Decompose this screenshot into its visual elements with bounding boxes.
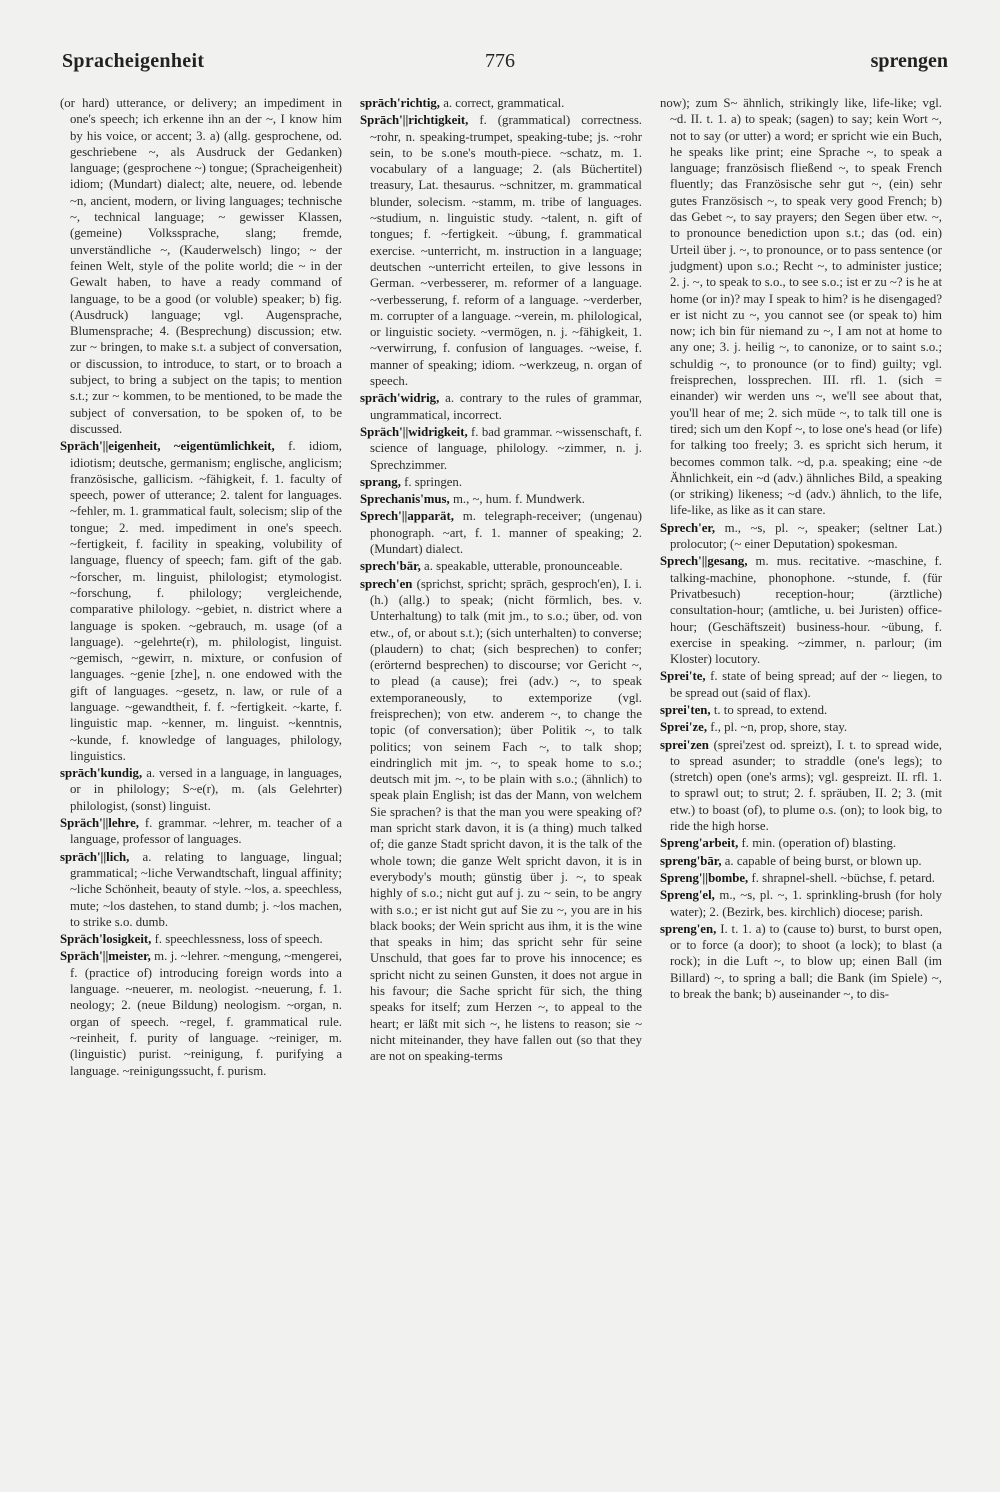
dictionary-entry [60, 95, 342, 437]
entry-text: m. j. ~lehrer. ~mengung, ~mengerei, f. (practice of) introducing foreign words into a language. ~neuerer, m. neologist. ~neuerung, f. 1. neology; 2. (neue Bildung) neologism. ~organ, n. organ of speech. ~regel, f. grammatical rule. ~reinheit, f. purity of language. ~reiniger, m. (linguistic) purist. ~reinigung, f. purifying a language. ~reinigungssucht, f. purism. [70, 949, 342, 1078]
dictionary-entry [360, 558, 642, 574]
entry-text: m. telegraph-receiver; (ungenau) phonograph. ~art, f. 1. manner of speaking; 2. (Mundart) dialect. [370, 509, 642, 557]
entry-text: a. relating to language, lingual; grammatical; ~liche Verwandtschaft, lingual affinity; ~liche Schönheit, beauty of style. ~los, a. speechless, mute; ~los dastehen, to stand dumb; j. ~los machen, to strike s.o. dumb. [70, 849, 342, 929]
entry-text: (sprichst, spricht; sprāch, gesproch'en), I. i. (h.) (allg.) to speak; (nicht förmlich, bes. v. Unterhaltung) to talk (mit jm., to s.o.; über, od. von etw., of, or about s.t.); (sich unterhalten) to converse; (plaudern) to chat; (sich besprechen) to confer; (erörternd besprechen) to discourse; vor Gericht ~, to plead (a cause); frei (adv.) ~, to speak extemporaneously, to extemporize (vgl. freisprechen); von etw. anderem ~, to change the topic (of conversation); über Politik ~, to talk politics; von seinem Fach ~, to talk shop; eindringlich mit jm. ~, to speak home to s.o.; deutsch mit jm. ~, to be plain with s.o.; (ähnlich) to speak plain English; ist das der Mann, von welchem Sie sprachen? is that the man you were speaking of? man spricht stark davon, it is (a thing) much talked of; die ganze Stadt spricht davon, it is the talk of the whole town; die ganze Welt spricht davon, it is in everybody's mouth; günstig über j. ~, to speak highly of s.o.; nicht gut auf j. zu ~ sein, to be angry with s.o.; er ist nicht gut auf Sie zu ~, you are in his black books; der Wein spricht aus ihm, it is the wine that speaks in him; das spricht sehr für seine Unschuld, that goes far to prove his innocence; es spricht nicht zu seinen Gunsten, it does not argue in his favour; die Sache spricht für sich, the thing speaks for itself; zum Herzen ~, to appeal to the heart; er läßt mit sich ~, he listens to reason; sie ~ nicht miteinander, they have fallen out (so that they are not on speaking-terms [370, 576, 642, 1064]
dictionary-entry [660, 520, 942, 553]
entry-headword: sprāch'kundig, [60, 766, 143, 781]
entry-headword: Sprechanis'mus, [360, 492, 450, 507]
dictionary-entry [60, 815, 342, 848]
entry-headword: Spreng'arbeit, [660, 836, 739, 851]
entry-headword: Sprei'ze, [660, 720, 708, 735]
dictionary-entry [660, 737, 942, 835]
dictionary-entry [660, 668, 942, 701]
entry-headword: Spräch'||widrigkeit, [360, 424, 468, 439]
entry-text: f. (grammatical) correctness. ~rohr, n. speaking-trumpet, speaking-tube; js. ~rohr sein, to be s.one's mouth-piece. ~schatz, m. 1. vocabulary of a language; 2. (als Büchertitel) treasury, Lat. thesaurus. ~schnitzer, m. grammatical blunder, solecism. ~stamm, m. tribe of languages. ~studium, n. linguistic study. ~talent, n. gift of tongues; f. ~fertigkeit. ~übung, f. grammatical exercise. ~unterricht, m. instruction in a language; deutschen ~unterricht erteilen, to give lessons in German. ~verbesserer, m. reformer of a language. ~verbesserung, f. reform of a language. ~verderber, m. corrupter of a language. ~verein, m. philological, or linguistic society. ~vermögen, n. j. ~fähigkeit, 1. ~verwirrung, f. confusion of languages. ~weise, f. manner of speaking; idiom. ~werkzeug, n. organ of speech. [370, 113, 642, 389]
dictionary-entry [660, 870, 942, 886]
entry-text: f. grammar. ~lehrer, m. teacher of a language, professor of languages. [70, 816, 342, 847]
entry-headword: Sprech'||gesang, [660, 554, 748, 569]
entry-text: a. versed in a language, in languages, or in philology; S~e(r), m. (als Gelehrter) philologist, (sonst) linguist. [70, 766, 342, 813]
entry-text: f., pl. ~n, prop, shore, stay. [710, 720, 848, 735]
dictionary-entry [360, 390, 642, 423]
dictionary-entry [360, 474, 642, 490]
dictionary-entry [660, 853, 942, 869]
dictionary-entry [60, 931, 342, 947]
dictionary-entry [660, 887, 942, 920]
entry-headword: Spräch'||lehre, [60, 816, 139, 831]
entry-text: f. speechlessness, loss of speech. [154, 932, 323, 947]
entry-headword: Sprech'||apparät, [360, 509, 454, 524]
entry-headword: sprāch'||lich, [60, 849, 130, 864]
text-columns [60, 95, 942, 1440]
entry-text: a. capable of being burst, or blown up. [724, 853, 922, 868]
entry-text: I. t. 1. a) to (cause to) burst, to burst open, or to force (a door); to shoot (a lock); to blast (a rock); in die Luft ~, to blow up; einen Ball (im Billard) ~, to spring a ball; die Bank (im Spiele) ~, to break the bank; b) auseinander ~, to dis- [670, 921, 942, 1002]
entry-text: m., ~s, pl. ~, speaker; (seltner Lat.) prolocutor; (~ einer Deputation) spokesman. [670, 520, 942, 552]
dictionary-entry [660, 702, 942, 718]
entry-text: (or hard) utterance, or delivery; an impediment in one's speech; ich erkenne ihn an der ~, I know him by his voice, or accent; 3. a) (allg. gesprochene, od. geschriebene ~, als Ausdruck der Gedanken) language; (gesprochene ~) tongue; (Spracheigenheit) idiom; (Mundart) dialect; alte, neuere, od. lebende ~n, ancient, modern, or living languages; technische ~, technical language; ~ gewisser Klassen, (gemeine) Volkssprache, slang; fremde, unverständliche ~, (Kauderwelsch) lingo; ~ der feinen Welt, style of the polite world; die ~ in der Gewalt haben, to have a ready command of language, to be a good (or voluble) speaker; b) fig. (Ausdruck) language; vgl. Augensprache, Blumensprache; 4. (Besprechung) discussion; etw. zur ~ bringen, to make s.t. a subject of conversation, or discussion, to introduce, to start, or to broach a subject, to bring a subject on the tapis; to mention s.t.; zur ~ kommen, to be mentioned, to be made the subject of conversation, to be spoken of, to be discussed. [60, 96, 342, 436]
dictionary-entry [360, 424, 642, 473]
dictionary-entry [360, 95, 642, 111]
entry-headword: Sprech'er, [660, 520, 716, 535]
entry-text: f. idiom, idiotism; deutsche, germanism; englische, anglicism; französische, gallicism. ~fähigkeit, f. 1. faculty of speech, power of utterance; 2. talent for languages. ~fehler, m. 1. grammatical fault, solecism; slip of the tongue; 2. med. impediment in one's speech. ~fertigkeit, f. facility in speaking, volubility of language, fluency of speech; fam. gift of the gab. ~forscher, m. linguist, philologist; etymologist. ~forschung, f. philology; vergleichende, comparative philology. ~gebiet, n. district where a language is spoken. ~gebrauch, m. usage (of a language). ~gelehrte(r), m. philologist, linguist. ~gemisch, ~gewirr, n. mixture, or confusion of languages. ~genie [zhe], n. one endowed with the gift of languages. ~gesetz, n. law, or rule of a language. ~gewandtheit, f. f. ~fertigkeit. ~karte, f. linguistic map. ~kenner, m. linguist. ~kenntnis, ~kunde, f. knowledge of languages, philology, linguistics. [70, 439, 342, 763]
dictionary-entry [360, 491, 642, 507]
entry-text: (sprei'zest od. spreizt), I. t. to spread wide, to spread asunder; to straddle (one's legs); to (stretch) open (one's arms); vgl. gespreizt. II. rfl. 1. to sprawl out; to strut; 2. f. spräuben, II. 2; 3. (mit etw.) to boast (of), to plume o.s. (on); to look big, to ride the high horse. [670, 737, 942, 834]
dictionary-entry [60, 849, 342, 930]
dictionary-entry [660, 719, 942, 735]
entry-headword: Sprāch'||richtigkeit, [360, 113, 469, 128]
entry-text: a. contrary to the rules of grammar, ungrammatical, incorrect. [370, 391, 642, 422]
page-number: 776 [485, 50, 515, 72]
entry-headword: Sprei'te, [660, 669, 706, 684]
entry-headword: sprāch'widrig, [360, 391, 440, 406]
dictionary-entry [360, 576, 642, 1065]
entry-headword: sprech'bär, [360, 559, 421, 574]
entry-text: m. mus. recitative. ~maschine, f. talking-machine, phonophone. ~stunde, f. (für Privatbesuch) reception-hour; (ärztliche) consultation-hour; (amtliche, u. bei Juristen) office-hour; (Geschäftszeit) business-hour. ~übung, f. exercise in speaking. ~zimmer, n. parlour; (im Kloster) locutory. [670, 554, 942, 667]
entry-text: a. correct, grammatical. [443, 96, 565, 110]
entry-headword: Spreng'el, [660, 888, 715, 903]
dictionary-entry [60, 948, 342, 1078]
entry-text: f. bad grammar. ~wissenschaft, f. science of language, philology. ~zimmer, n. j. Sprechzimmer. [370, 424, 642, 472]
dictionary-entry [360, 112, 642, 389]
dictionary-entry [660, 553, 942, 667]
column-middle [360, 95, 642, 1440]
entry-headword: sprang, [360, 474, 401, 489]
column-right [660, 95, 942, 1440]
entry-headword: Spreng'||bombe, [660, 870, 749, 885]
entry-text: t. to spread, to extend. [713, 702, 828, 717]
entry-headword: Spräch'||meister, [60, 949, 151, 964]
entry-text: a. speakable, utterable, pronounceable. [424, 559, 623, 574]
dictionary-entry [660, 95, 942, 519]
running-header-right: sprengen [870, 50, 948, 72]
dictionary-entry [60, 765, 342, 814]
dictionary-entry [660, 835, 942, 851]
entry-headword: spreng'bār, [660, 853, 722, 868]
entry-headword: sprech'en [360, 576, 413, 591]
dictionary-entry [360, 508, 642, 557]
running-header-left: Spracheigenheit [62, 50, 205, 72]
entry-text: m., ~s, pl. ~, 1. sprinkling-brush (for holy water); 2. (Bezirk, bes. kirchlich) diocese; parish. [670, 888, 942, 919]
column-left [60, 95, 342, 1440]
entry-text: f. min. (operation of) blasting. [741, 836, 897, 851]
entry-text: now); zum S~ ähnlich, strikingly like, life-like; vgl. ~d. II. t. 1. a) to speak; (sagen) to say; kein Wort ~, not to say (or utter) a word; er spricht wie ein Buch, he speaks like print; eine Sprache ~, to speak a language; französisch fließend ~, to speak French fluently; das Französische sehr gut ~, (ein) sehr gutes Französisch ~, to speak very good French; b) das Gebet ~, to say prayers; den Segen über etw. ~, to pronounce benediction upon s.t.; das (od. ein) Urteil über j. ~, to pronounce, or to pass sentence (or judgment) upon s.o.; Recht ~, to administer justice; 2. j. ~, to speak to s.o., to see s.o.; ist er zu ~? is he at home (or in)? may I speak to him? is he disengaged? er ist nicht zu ~, you cannot see (or speak to) him now; ich bin für niemand zu ~, I am not at home to any one; 3. j. heilig ~, to canonize, or to saint s.o.; schuldig ~, to pronounce (or to find) guilty; vgl. freisprechen, lossprechen. III. rfl. 1. (sich = einander) wir werden uns ~, we'll see about that, you'll hear of me; 2. sich müde ~, to talk till one is tired; sich um den Kopf ~, to lose one's head (or life) for talking too freely; 3. es spricht sich herum, it becomes common talk. ~d, p.a. speaking; eine ~de Ähnlichkeit, ein ~d (adv.) ähnliches Bild, a speaking (or striking) likeness; ~d (adv.) ähnlich, to the life, life-like, as like as it can stare. [660, 96, 942, 518]
entry-text: f. springen. [404, 474, 463, 489]
entry-text: m., ~, hum. f. Mundwerk. [452, 492, 585, 507]
entry-text: f. state of being spread; auf der ~ liegen, to be spread out (said of flax). [670, 669, 942, 700]
entry-headword: sprāch'richtig, [360, 96, 440, 110]
entry-headword: sprei'zen [660, 737, 709, 752]
dictionary-entry [60, 438, 342, 764]
entry-headword: sprei'ten, [660, 702, 711, 717]
dictionary-entry [660, 921, 942, 1002]
entry-headword: spreng'en, [660, 921, 717, 936]
entry-headword: Spräch'losigkeit, [60, 932, 152, 947]
entry-headword: Spräch'||eigenheit, ~eigentümlichkeit, [60, 439, 275, 454]
entry-text: f. shrapnel-shell. ~büchse, f. petard. [751, 870, 935, 885]
